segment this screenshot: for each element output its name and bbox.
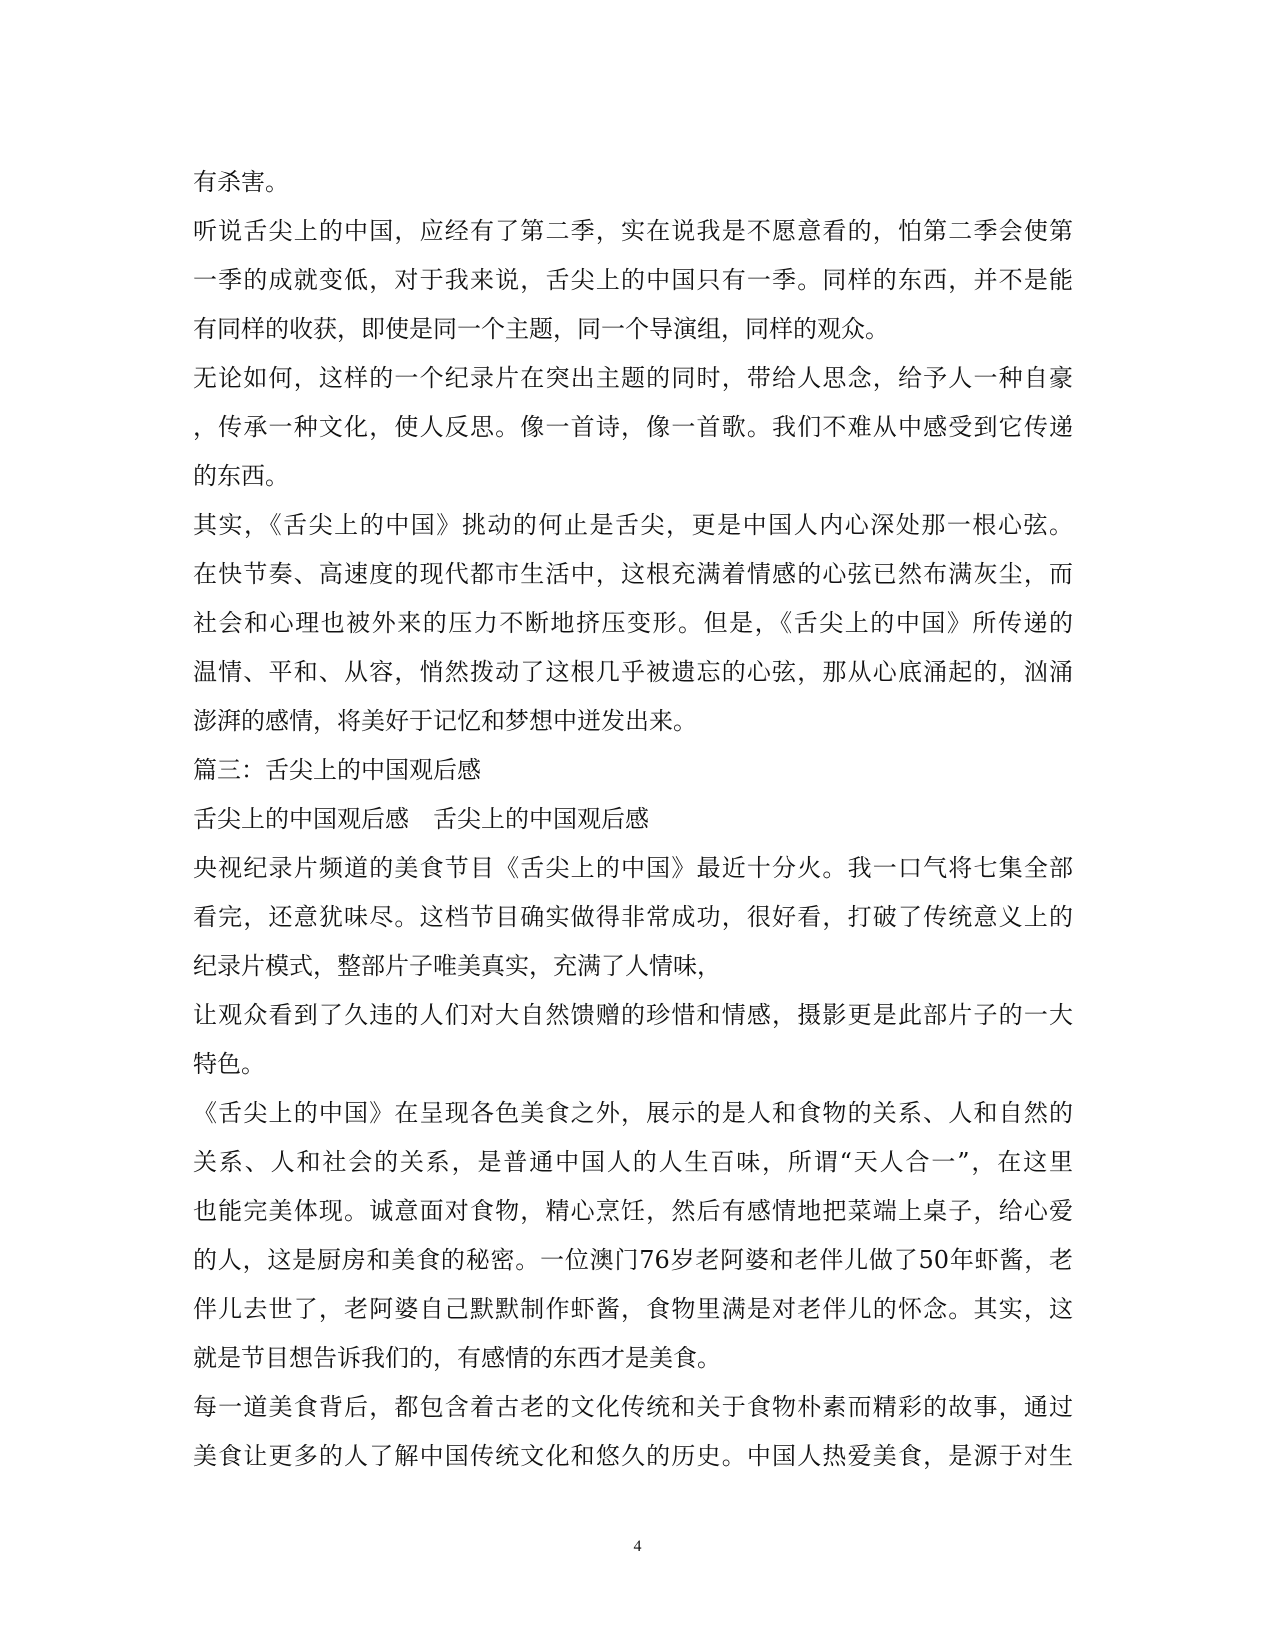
text-line: 看完，还意犹味尽。这档节目确实做得非常成功，很好看，打破了传统意义上的 — [193, 903, 1073, 931]
text-line: 伴儿去世了，老阿婆自己默默制作虾酱，食物里满是对老伴儿的怀念。其实，这 — [193, 1295, 1073, 1323]
text-line: 在快节奏、高速度的现代都市生活中，这根充满着情感的心弦已然布满灰尘，而 — [193, 560, 1073, 588]
section-subheading: 舌尖上的中国观后感 舌尖上的中国观后感 — [193, 805, 649, 833]
text-line: 温情、平和、从容，悄然拨动了这根几乎被遗忘的心弦，那从心底涌起的，汹涌 — [193, 658, 1073, 686]
text-line: ，传承一种文化，使人反思。像一首诗，像一首歌。我们不难从中感受到它传递 — [193, 413, 1073, 441]
section-heading: 篇三：舌尖上的中国观后感 — [193, 756, 481, 784]
text-line: 社会和心理也被外来的压力不断地挤压变形。但是，《舌尖上的中国》所传递的 — [193, 609, 1073, 637]
text-line: 听说舌尖上的中国，应经有了第二季，实在说我是不愿意看的，怕第二季会使第 — [193, 217, 1073, 245]
text-line: 纪录片模式，整部片子唯美真实，充满了人情味， — [193, 952, 721, 980]
text-line: 有杀害。 — [193, 168, 289, 196]
text-line: 让观众看到了久违的人们对大自然馈赠的珍惜和情感，摄影更是此部片子的一大 — [193, 1001, 1073, 1029]
text-line: 无论如何，这样的一个纪录片在突出主题的同时，带给人思念，给予人一种自豪 — [193, 364, 1073, 392]
text-line: 也能完美体现。诚意面对食物，精心烹饪，然后有感情地把菜端上桌子，给心爱 — [193, 1197, 1073, 1225]
text-line: 美食让更多的人了解中国传统文化和悠久的历史。中国人热爱美食，是源于对生 — [193, 1442, 1073, 1470]
text-line: 有同样的收获，即使是同一个主题，同一个导演组，同样的观众。 — [193, 315, 889, 343]
document-body — [193, 158, 1073, 1481]
text-line: 就是节目想告诉我们的，有感情的东西才是美食。 — [193, 1344, 721, 1372]
page-number: 4 — [633, 1538, 642, 1555]
text-line: 央视纪录片频道的美食节目《舌尖上的中国》最近十分火。我一口气将七集全部 — [193, 854, 1073, 882]
text-line: 的东西。 — [193, 462, 289, 490]
text-line: 每一道美食背后，都包含着古老的文化传统和关于食物朴素而精彩的故事，通过 — [193, 1393, 1073, 1421]
text-line: 其实，《舌尖上的中国》挑动的何止是舌尖，更是中国人内心深处那一根心弦。 — [193, 511, 1073, 539]
text-line: 一季的成就变低，对于我来说，舌尖上的中国只有一季。同样的东西，并不是能 — [193, 266, 1073, 294]
text-line: 特色。 — [193, 1050, 265, 1078]
text-line: 澎湃的感情，将美好于记忆和梦想中迸发出来。 — [193, 707, 697, 735]
text-line: 关系、人和社会的关系，是普通中国人的人生百味，所谓“天人合一”，在这里 — [193, 1148, 1073, 1176]
text-line: 《舌尖上的中国》在呈现各色美食之外，展示的是人和食物的关系、人和自然的 — [193, 1099, 1073, 1127]
text-line: 的人，这是厨房和美食的秘密。一位澳门76岁老阿婆和老伴儿做了50年虾酱，老 — [193, 1246, 1073, 1274]
